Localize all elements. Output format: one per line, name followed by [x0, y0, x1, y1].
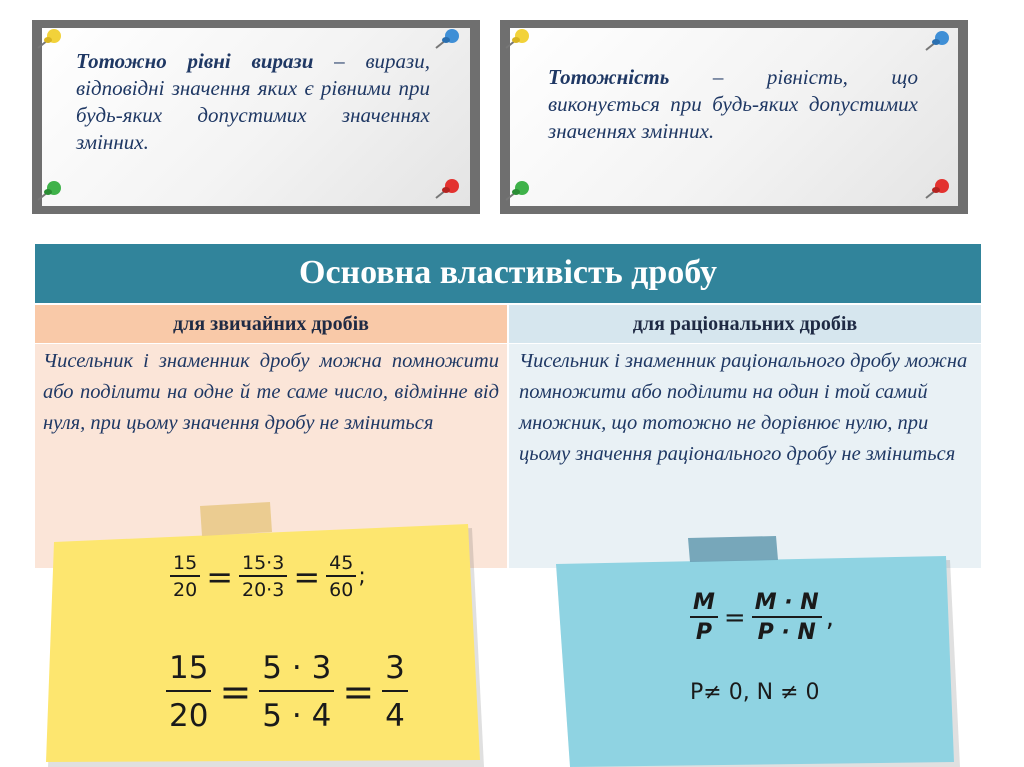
fraction-numerator: 45: [326, 552, 356, 577]
fraction-denominator: 20·3: [242, 579, 285, 601]
pushpin-red-icon: [434, 178, 462, 200]
equals-sign: =: [342, 670, 375, 714]
example-ordinary-fraction-1: [170, 552, 366, 601]
pushpin-green-icon: [504, 180, 532, 202]
definition-term: Тотожність: [548, 65, 670, 89]
definition-term: Тотожно рівні вирази: [76, 49, 314, 73]
fraction-denominator: 60: [329, 579, 354, 601]
example-rational-fraction: [690, 590, 834, 645]
pushpin-blue-icon: [434, 28, 462, 50]
fraction-denominator: 20: [173, 579, 198, 601]
condition-nonzero: P≠ 0, N ≠ 0: [690, 680, 820, 705]
blue-sticky-note: [548, 530, 968, 767]
definition-text: [76, 48, 430, 156]
equals-sign: =: [219, 670, 252, 714]
fraction-denominator: 4: [385, 698, 405, 734]
equals-sign: =: [293, 557, 321, 596]
pushpin-blue-icon: [924, 30, 952, 52]
pushpin-yellow-icon: [36, 28, 64, 50]
fraction-numerator: M: [690, 590, 718, 618]
equals-sign: =: [723, 602, 746, 633]
pushpin-red-icon: [924, 178, 952, 200]
rule-text-rational: Чисельник і знаменник раціонального дробу можна помножити або поділити на один і той самий множник, що тотожно не дорівнює нулю, при цьому значення раціонального дробу не зміниться: [519, 350, 968, 465]
column-header-ordinary-fractions: для звичайних дробів: [35, 305, 507, 343]
fraction-denominator: P · N: [757, 620, 816, 645]
punctuation: ,: [825, 602, 834, 633]
fraction-denominator: P: [695, 620, 713, 645]
fraction-denominator: 5 · 4: [262, 698, 332, 734]
fraction-numerator: 15: [170, 552, 200, 577]
fraction-numerator: 3: [382, 650, 408, 692]
pushpin-yellow-icon: [504, 28, 532, 50]
column-header-rational-fractions: для раціональних дробів: [509, 305, 981, 343]
pushpin-green-icon: [36, 180, 64, 202]
definition-card-identical-expressions: [32, 20, 480, 214]
definition-text: [548, 64, 918, 145]
rule-text-ordinary: Чисельник і знаменник дробу можна помножити або поділити на одне й те саме число, відмінне від нуля, при цьому значення дробу не зміниться: [43, 350, 499, 434]
fraction-numerator: 15·3: [239, 552, 287, 577]
fraction-numerator: M · N: [752, 590, 822, 618]
fraction-denominator: 20: [169, 698, 209, 734]
fraction-numerator: 15: [166, 650, 211, 692]
table-title-bar: [35, 244, 981, 303]
equals-sign: =: [206, 557, 233, 596]
definition-card-identity: [500, 20, 968, 214]
definition-body: – рівність, що виконується при будь-яких допустимих значеннях змінних.: [548, 65, 918, 143]
table-title: Основна властивість дробу: [299, 254, 717, 291]
punctuation: ;: [358, 564, 366, 589]
example-ordinary-fraction-2: [166, 650, 408, 734]
definition-body: – вирази, відповідні значення яких є рівними при будь-яких допустимих значеннях змінних.: [76, 49, 430, 154]
fraction-numerator: 5 · 3: [259, 650, 334, 692]
